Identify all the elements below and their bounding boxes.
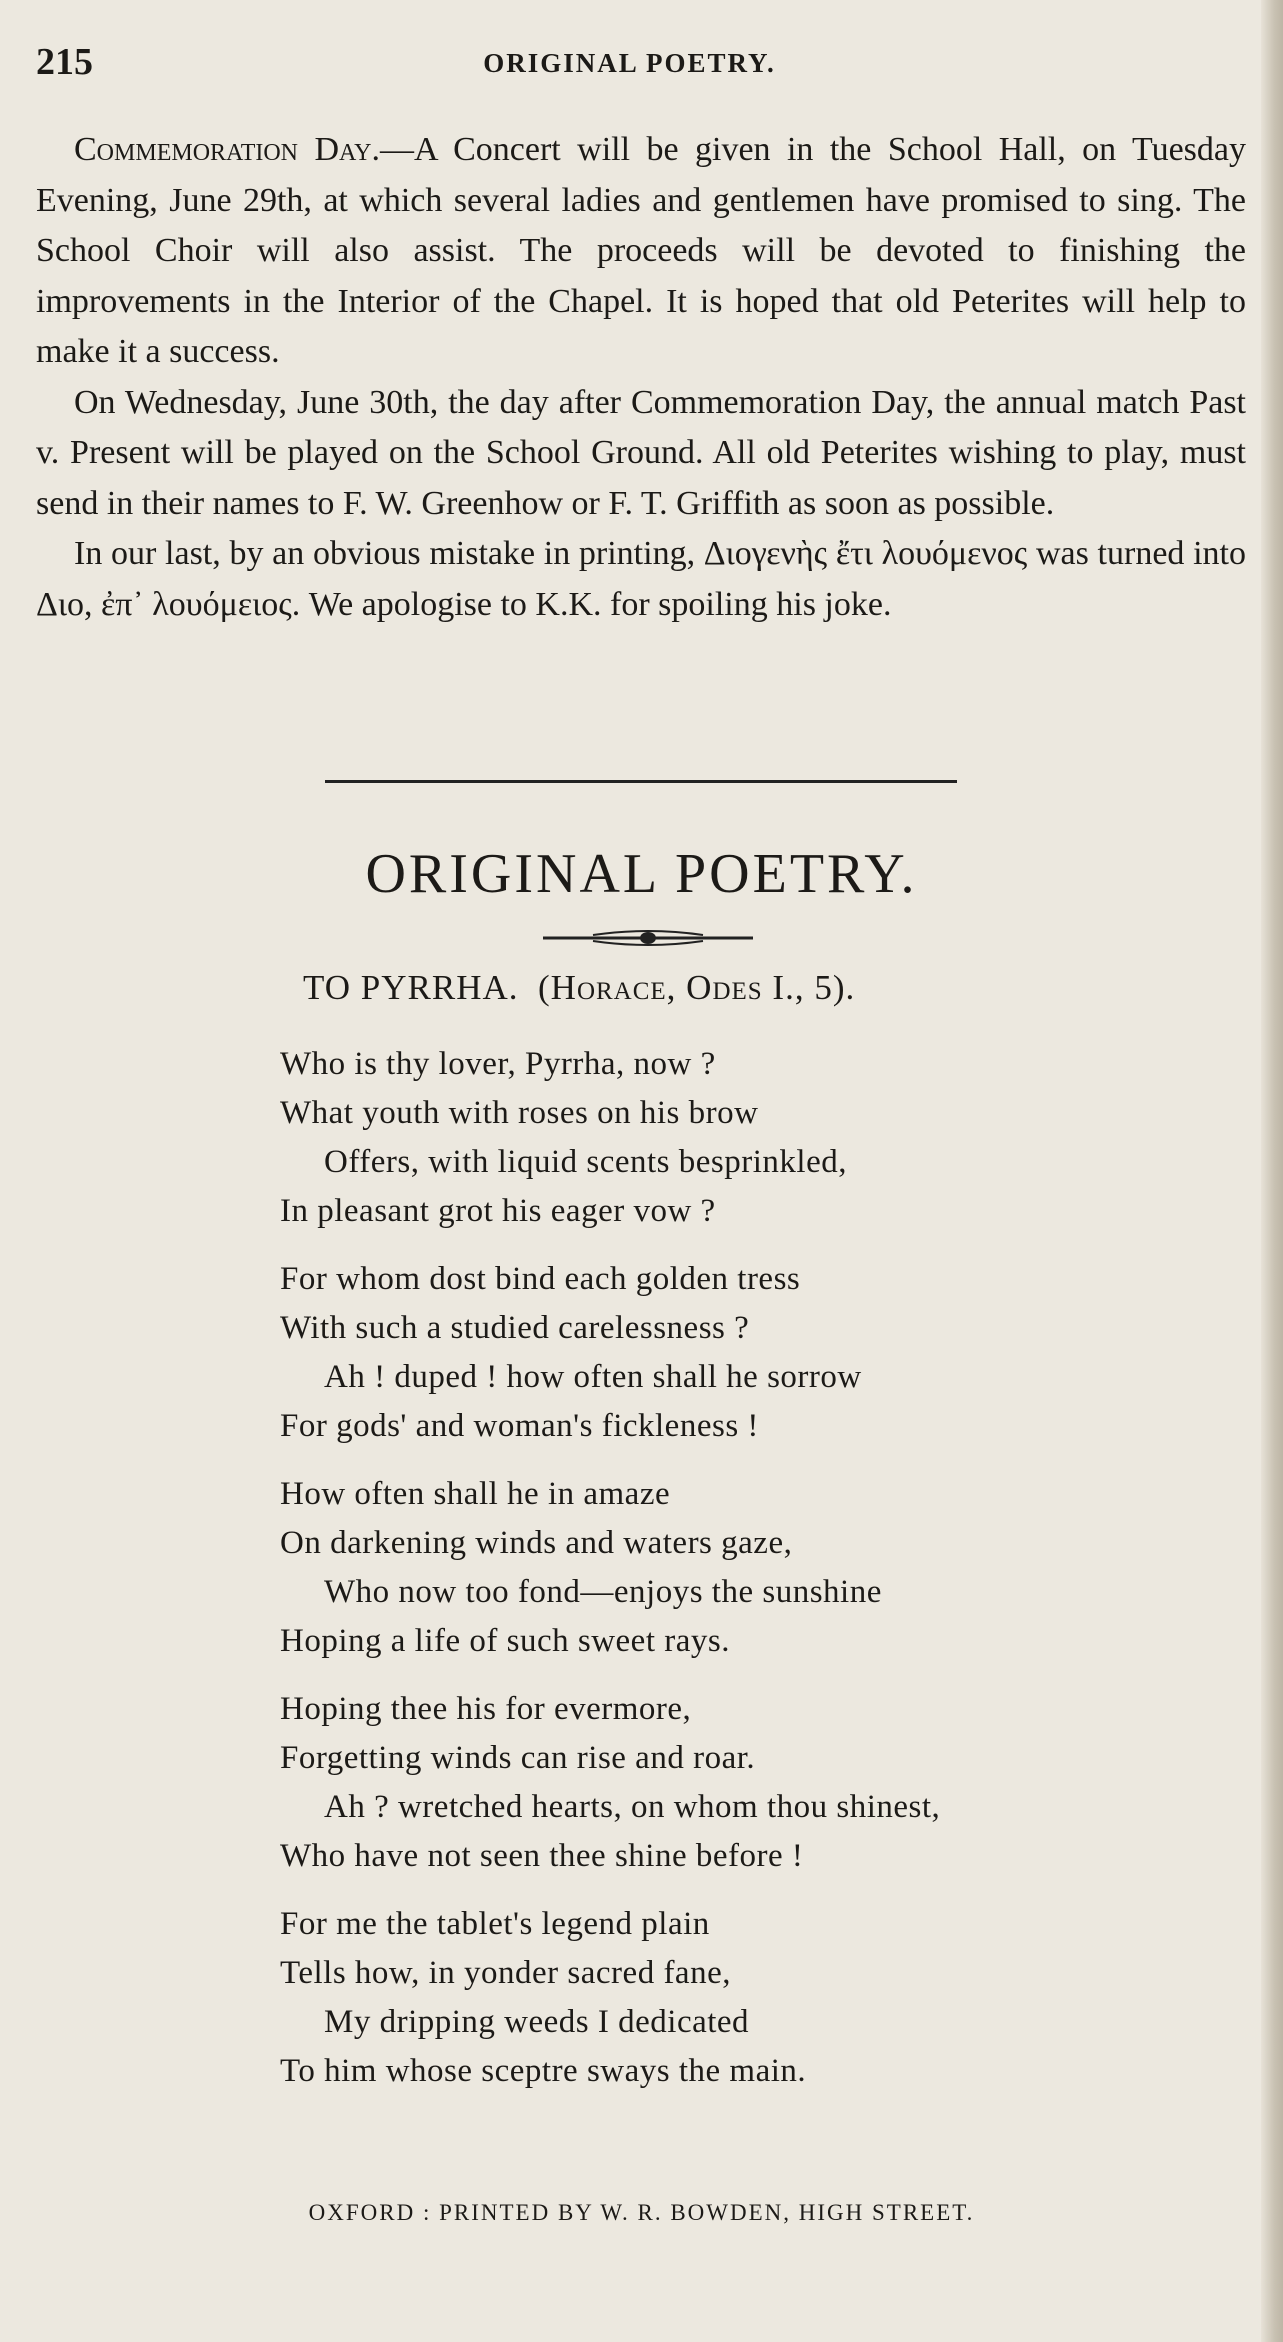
poem-line: In pleasant grot his eager vow ? — [280, 1193, 716, 1229]
ornament-divider — [533, 925, 763, 949]
printer-imprint: OXFORD : PRINTED BY W. R. BOWDEN, HIGH STREET. — [308, 2200, 975, 2225]
poem-line: Forgetting winds can rise and roar. — [280, 1740, 756, 1776]
poem-line: With such a studied carelessness ? — [280, 1310, 750, 1346]
poem — [280, 1040, 1180, 2115]
page-number: 215 — [36, 41, 93, 83]
notice-commemoration-text: —A Concert will be given in the School Hall, on Tuesday Evening, June 29th, at which several ladies and gentlemen have promised to sing. The School Choir will also assist. The proceeds will be devoted to finishing the improvements in the Interior of the Chapel. It is hoped that old Peterites will help to make it a success. — [36, 131, 1246, 370]
poem-line: Offers, with liquid scents besprinkled, — [324, 1144, 847, 1180]
page-edge-shadow — [1261, 0, 1283, 2342]
stanza — [280, 1900, 1180, 2096]
poem-title-line — [303, 968, 855, 1008]
poem-line: My dripping weeds I dedicated — [324, 2004, 750, 2040]
poem-line: How often shall he in amaze — [280, 1476, 671, 1512]
poem-line: On darkening winds and waters gaze, — [280, 1525, 793, 1561]
section-title: ORIGINAL POETRY. — [365, 843, 918, 905]
notices-section — [36, 125, 1246, 630]
section-divider — [325, 780, 957, 783]
stanza — [280, 1040, 1180, 1236]
page-header — [36, 40, 1223, 90]
notice-heading: Commemoration Day. — [74, 131, 380, 168]
stanza — [280, 1470, 1180, 1666]
poem-line: Ah ! duped ! how often shall he sorrow — [324, 1359, 862, 1395]
notice-correction: In our last, by an obvious mistake in printing, Διογενὴς ἔτι λουόμενος was turned into Διο, ἐπ᾽ λουόμειος. We apologise to K.K. for spoiling his joke. — [36, 535, 1246, 623]
running-head: ORIGINAL POETRY. — [483, 48, 776, 78]
notice-match: On Wednesday, June 30th, the day after Commemoration Day, the annual match Past v. Present will be played on the School Ground. All old Peterites wishing to play, must send in their names to F. W. Greenhow or F. T. Griffith as soon as possible. — [36, 383, 1246, 522]
stanza — [280, 1255, 1180, 1451]
poem-line: For whom dost bind each golden tress — [280, 1261, 801, 1297]
poem-line: To him whose sceptre sways the main. — [280, 2053, 807, 2089]
notice-commemoration — [36, 125, 1246, 378]
poem-line: What youth with roses on his brow — [280, 1095, 759, 1131]
poem-line: Ah ? wretched hearts, on whom thou shinest, — [324, 1789, 941, 1825]
stanza — [280, 1685, 1180, 1881]
poem-source: (Horace, Odes I., 5). — [538, 968, 856, 1007]
poem-line: Who have not seen thee shine before ! — [280, 1838, 804, 1874]
poem-line: Who is thy lover, Pyrrha, now ? — [280, 1046, 716, 1082]
poem-line: For gods' and woman's fickleness ! — [280, 1408, 759, 1444]
poem-line: For me the tablet's legend plain — [280, 1906, 710, 1942]
poem-line: Hoping a life of such sweet rays. — [280, 1623, 730, 1659]
poem-line: Hoping thee his for evermore, — [280, 1691, 692, 1727]
poem-line: Tells how, in yonder sacred fane, — [280, 1955, 731, 1991]
poem-title: TO PYRRHA. — [303, 968, 519, 1007]
poem-line: Who now too fond—enjoys the sunshine — [324, 1574, 882, 1610]
